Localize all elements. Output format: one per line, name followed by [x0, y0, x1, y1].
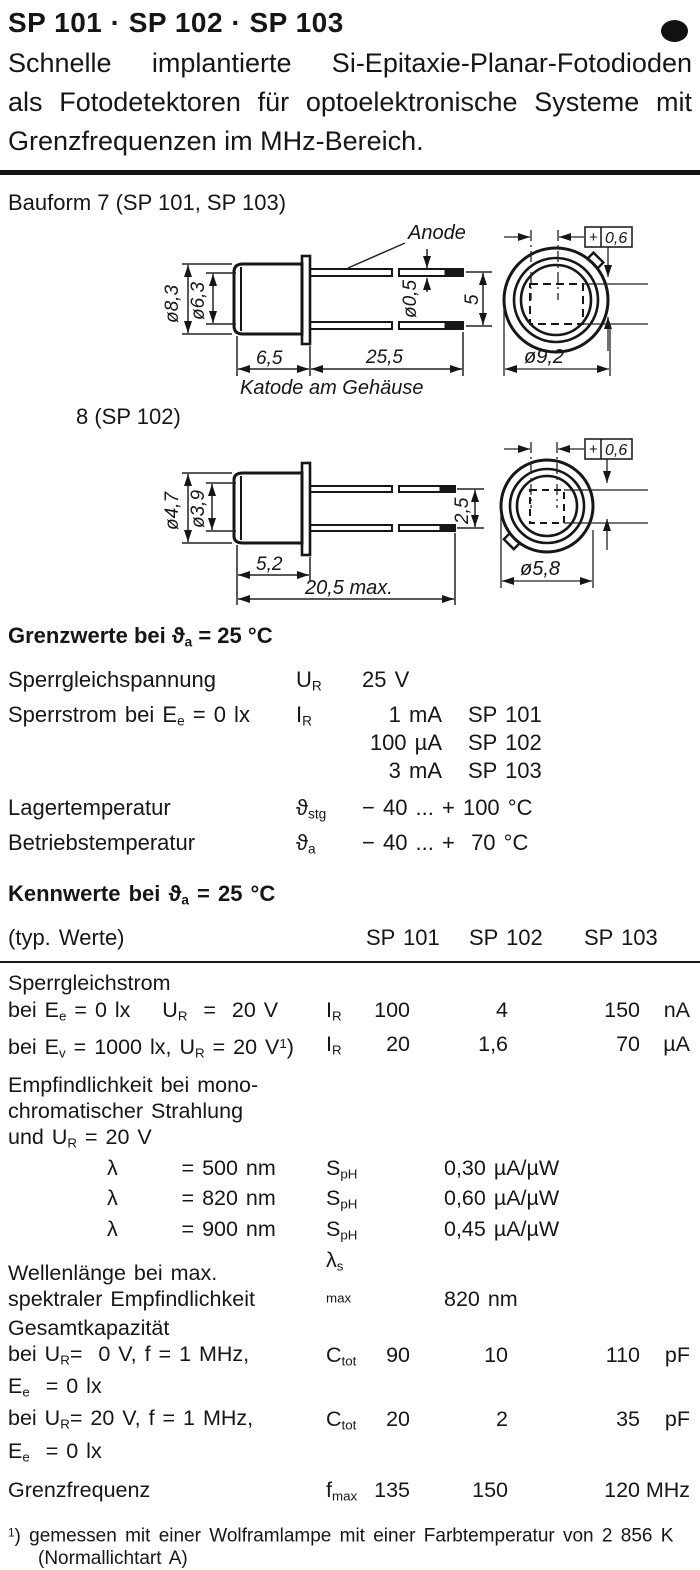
- bauform8-caption: 8 (SP 102): [76, 404, 181, 429]
- dim-lead-spacing-label: 2,5: [452, 497, 473, 524]
- page-subtitle: [8, 44, 692, 161]
- value-line: 1 mA SP 101: [388, 701, 542, 727]
- dim-lead-dia-label: ø0,5: [400, 279, 421, 318]
- group-label-multiline: [0, 1072, 700, 1156]
- value-sp101: 135: [374, 1477, 410, 1502]
- row-symbol: $I_R$: [326, 998, 342, 1024]
- footnote-text-line2: (Normallichtart A): [38, 1547, 188, 1569]
- typ-werte-note: (typ. Werte): [8, 925, 125, 951]
- row-unit: pF: [664, 1407, 690, 1432]
- kennwerte-section: [0, 880, 700, 1511]
- value-sp101: 90: [386, 1342, 410, 1367]
- corner-dot-icon: [661, 20, 688, 42]
- page-header: [0, 8, 700, 175]
- table-row: [0, 1156, 700, 1186]
- row-value: − 40 ... + 100 °C: [362, 794, 533, 820]
- row-label: bei $E_e = 0$ lx $U_R = 20$ V: [8, 998, 279, 1024]
- row-symbol: $C_{tot}$: [326, 1407, 357, 1433]
- row-label: Sperrgleichspannung: [8, 667, 216, 693]
- dim-dia-outer-label: ø4,7: [162, 491, 183, 530]
- value-sp103: 120: [604, 1477, 640, 1502]
- column-header-row: [0, 924, 700, 952]
- subtitle-line: Grenzfrequenzen im MHz-Bereich.: [8, 126, 424, 156]
- grenzwerte-section: [0, 622, 700, 864]
- row-symbol: $S_{pH}$: [326, 1216, 358, 1242]
- row-symbol: $U_R$: [296, 667, 322, 694]
- dim-lead-spacing-label: 5: [462, 294, 483, 305]
- tolerance-plus: +: [589, 441, 598, 458]
- row-label-line: Wellenlänge bei max.: [8, 1260, 218, 1285]
- row-label: λ = 900 nm: [107, 1216, 276, 1241]
- table-row: [0, 666, 700, 700]
- front-dia-label: ø5,8: [520, 558, 561, 580]
- table-row: [0, 996, 700, 1030]
- row-symbol: $S_{pH}$: [326, 1186, 358, 1212]
- row-unit: pF: [664, 1342, 690, 1367]
- front-view-bauform7: [504, 248, 608, 352]
- column-header: SP 101: [366, 925, 440, 951]
- tolerance-value: 0,6: [605, 230, 628, 247]
- column-header: SP 102: [469, 925, 543, 951]
- row-value: 0,30 µA/µW: [444, 1156, 560, 1180]
- row-unit: µA: [663, 1032, 690, 1057]
- value-sp102: 150: [472, 1477, 508, 1502]
- value-sp101: 20: [386, 1407, 410, 1432]
- dim-dia-outer-label: ø8,3: [162, 284, 183, 323]
- row-unit: MHz: [645, 1477, 690, 1502]
- grenzwerte-heading-bold: Grenzwerte: [8, 623, 128, 648]
- front-dia-label: ø9,2: [524, 346, 565, 368]
- table-row: [0, 1405, 700, 1470]
- row-label: [8, 1341, 308, 1406]
- value-sp102: 1,6: [478, 1032, 508, 1057]
- row-label: Lagertemperatur: [8, 794, 171, 820]
- anode-label: Anode: [408, 222, 466, 244]
- group-label: Gesamtkapazität: [8, 1315, 170, 1340]
- dim-dia-inner-label: ø3,9: [188, 489, 209, 528]
- row-label: λ = 500 nm: [107, 1156, 276, 1180]
- row-symbol: $I_R$: [296, 701, 312, 729]
- row-symbol: $S_{pH}$: [326, 1156, 358, 1182]
- row-label-line: bei $U_R= 20$ V, f = 1 MHz,: [8, 1406, 254, 1432]
- footnote-marker: $^1$): [8, 1525, 21, 1547]
- row-value: 0,45 µA/µW: [444, 1216, 560, 1241]
- table-row: [0, 1247, 700, 1312]
- row-value: 0,60 µA/µW: [444, 1186, 560, 1211]
- value-sp102: 2: [496, 1407, 508, 1432]
- row-values: [362, 701, 700, 785]
- dim-lead-length-label: 25,5: [366, 347, 403, 368]
- table-row: [0, 793, 700, 828]
- column-header: SP 103: [584, 925, 658, 951]
- value-line: 100 µA SP 102: [369, 729, 542, 755]
- row-label: λ = 820 nm: [107, 1186, 276, 1211]
- value-sp102: 10: [484, 1342, 508, 1367]
- footnote-text: gemessen mit einer Wolframlampe mit einer Farbtemperatur von 2 856 K: [29, 1525, 674, 1547]
- value-sp101: 20: [386, 1032, 410, 1057]
- table-row: [0, 701, 700, 785]
- side-view-bauform7: [234, 256, 463, 344]
- grenzwerte-heading-rest: bei $ϑ_a = 25$ °C: [127, 623, 273, 650]
- kennwerte-heading-rest: bei $ϑ_a = 25$ °C: [120, 880, 276, 908]
- footnote: [8, 1522, 692, 1569]
- table-row: [0, 1476, 700, 1510]
- row-label: [8, 1260, 308, 1312]
- subtitle-line: Schnelle implantierte Si-Epitaxie-Planar-Fotodioden: [8, 48, 692, 78]
- row-symbol: $ϑ_{stg}$: [296, 794, 327, 822]
- row-label-line: $E_e = 0$ lx: [8, 1373, 102, 1400]
- value-sp103: 70: [616, 1032, 640, 1057]
- row-label: [8, 1405, 308, 1470]
- row-label-line: bei $U_R= 0$ V, f = 1 MHz,: [8, 1341, 250, 1367]
- value-sp103: 110: [605, 1342, 640, 1367]
- front-view-bauform8: [501, 460, 593, 552]
- row-label: Grenzfrequenz: [8, 1477, 151, 1502]
- row-unit: nA: [663, 998, 690, 1023]
- header-rule: [0, 170, 700, 175]
- value-sp102: 4: [496, 998, 508, 1023]
- row-label: Sperrstrom bei $E_e = 0$ lx: [8, 701, 250, 729]
- dim-body-length-label: 6,5: [256, 348, 283, 369]
- bauform7-caption: Bauform 7 (SP 101, SP 103): [8, 190, 287, 215]
- group-label-line: Empfindlichkeit bei mono-: [8, 1072, 259, 1097]
- katode-label: Katode am Gehäuse: [240, 377, 424, 399]
- table-row: [0, 1341, 700, 1406]
- table-rule: [0, 961, 700, 963]
- kennwerte-heading: [8, 880, 700, 914]
- bauform8-drawing: [0, 430, 700, 610]
- grenzwerte-heading: [8, 622, 700, 656]
- dim-dia-inner-label: ø6,3: [188, 281, 209, 320]
- row-symbol: $C_{tot}$: [326, 1342, 357, 1368]
- value-sp101: 100: [374, 998, 410, 1023]
- value-sp103: 150: [604, 998, 640, 1023]
- dim-body-length-label: 5,2: [256, 554, 283, 575]
- value-line: 3 mA SP 103: [388, 757, 542, 783]
- table-row: [0, 1217, 700, 1247]
- table-row: [0, 1186, 700, 1216]
- row-value: 25 V: [362, 667, 410, 693]
- row-symbol: $ϑ_a$: [296, 830, 316, 857]
- page-title: SP 101 · SP 102 · SP 103: [8, 7, 344, 38]
- table-row: [0, 828, 700, 863]
- tolerance-value: 0,6: [605, 442, 628, 459]
- side-view-dimensions: [182, 243, 492, 376]
- group-label: Sperrgleichstrom: [8, 971, 171, 996]
- row-symbol: $I_R$: [326, 1032, 342, 1058]
- row-label: Betriebstemperatur: [8, 830, 196, 856]
- subtitle-line: als Fotodetektoren für optoelektronische Systeme mit: [8, 87, 692, 117]
- group-label-line: und $U_R = 20$ V: [8, 1124, 152, 1150]
- tolerance-plus: +: [589, 229, 598, 246]
- side-view-bauform8: [234, 463, 455, 555]
- row-label-line: spektraler Empfindlichkeit: [8, 1286, 255, 1311]
- row-label: bei $E_v = 1000$ lx, $U_R = 20$ $V^1$): [8, 1035, 294, 1061]
- row-symbol: $f_{max}$: [326, 1477, 358, 1504]
- row-value: − 40 ... + 70 °C: [362, 830, 529, 856]
- dim-overall-length-label: 20,5 max.: [305, 577, 393, 599]
- kennwerte-heading-bold: Kennwerte: [8, 880, 121, 906]
- value-sp103: 35: [616, 1407, 640, 1432]
- row-symbol: $\lambda_{s max}$: [326, 1247, 352, 1306]
- row-label-line: $E_e = 0$ lx: [8, 1438, 102, 1464]
- table-row: [0, 1030, 700, 1067]
- bauform7-drawing: [0, 216, 700, 400]
- row-value: 820 nm: [444, 1286, 518, 1311]
- group-label-line: chromatischer Strahlung: [8, 1098, 244, 1123]
